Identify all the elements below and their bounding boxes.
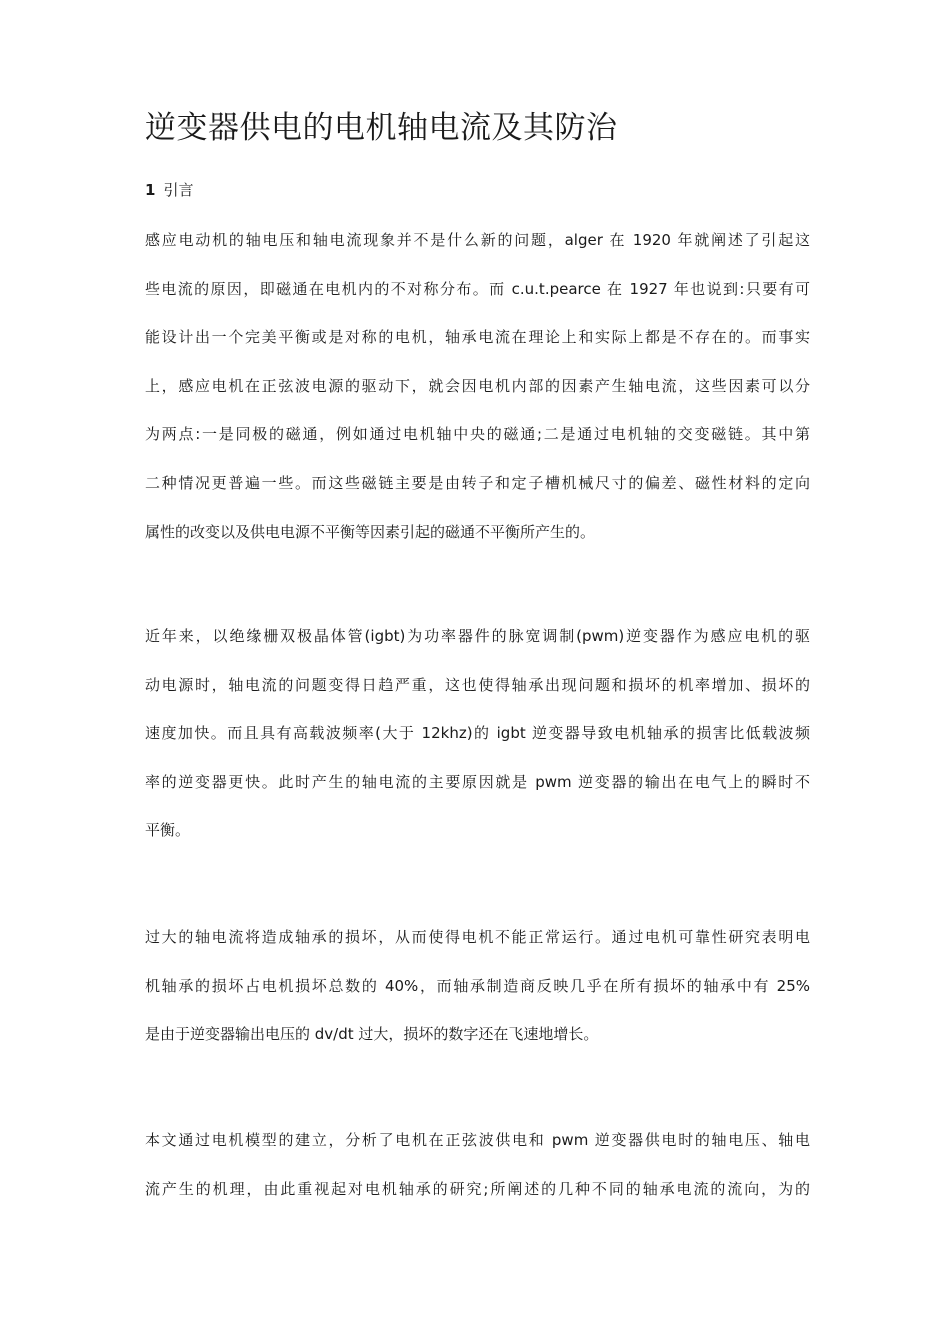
text-line: 本文通过电机模型的建立，分析了电机在正弦波供电和 pwm 逆变器供电时的轴电压、轴电 (145, 1131, 810, 1149)
text-line: 为两点:一是同极的磁通，例如通过电机轴中央的磁通;二是通过电机轴的交变磁链。其中第 (145, 425, 810, 444)
text-line: 能设计出一个完美平衡或是对称的电机，轴承电流在理论上和实际上都是不存在的。而事实 (145, 328, 810, 347)
text-line: 过大的轴电流将造成轴承的损坏，从而使得电机不能正常运行。通过电机可靠性研究表明电 (145, 928, 810, 946)
text-line: 属性的改变以及供电电源不平衡等因素引起的磁通不平衡所产生的。 (145, 522, 596, 541)
paragraph-intro-history (145, 216, 810, 556)
text-line: 速度加快。而且具有高载波频率(大于 12khz)的 igbt 逆变器导致电机轴承的损害比低载波频 (145, 724, 810, 743)
text-line: 近年来，以绝缘栅双极晶体管(igbt)为功率器件的脉宽调制(pwm)逆变器作为感应电机的驱 (145, 627, 810, 645)
text-line: 是由于逆变器输出电压的 dv/dt 过大，损坏的数字还在飞速地增长。 (145, 1025, 599, 1044)
paragraph-igbt-pwm (145, 612, 810, 855)
text-line: 机轴承的损坏占电机损坏总数的 40%，而轴承制造商反映几乎在所有损坏的轴承中有 25% (145, 976, 810, 995)
text-line: 上，感应电机在正弦波电源的驱动下，就会因电机内部的因素产生轴电流，这些因素可以分 (145, 376, 810, 395)
text-line: 平衡。 (145, 821, 191, 840)
text-line: 动电源时，轴电流的问题变得日趋严重，这也使得轴承出现问题和损坏的机率增加、损坏的 (145, 675, 810, 694)
paragraph-paper-scope (145, 1116, 810, 1213)
text-line: 二种情况更普遍一些。而这些磁链主要是由转子和定子槽机械尺寸的偏差、磁性材料的定向 (145, 473, 810, 492)
text-line: 流产生的机理，由此重视起对电机轴承的研究;所阐述的几种不同的轴承电流的流向，为的 (145, 1179, 810, 1198)
paragraph-bearing-damage (145, 913, 810, 1059)
document-title: 逆变器供电的电机轴电流及其防治 (145, 110, 618, 146)
section-number: 1 (145, 181, 156, 199)
text-line: 率的逆变器更快。此时产生的轴电流的主要原因就是 pwm 逆变器的输出在电气上的瞬时不 (145, 772, 810, 791)
section-label: 引言 (163, 181, 194, 199)
text-line: 些电流的原因，即磁通在电机内的不对称分布。而 c.u.t.pearce 在 1927 年也说到:只要有可 (145, 279, 810, 298)
text-line: 感应电动机的轴电压和轴电流现象并不是什么新的问题，alger 在 1920 年就阐述了引起这 (145, 231, 810, 249)
section-heading (145, 178, 193, 202)
